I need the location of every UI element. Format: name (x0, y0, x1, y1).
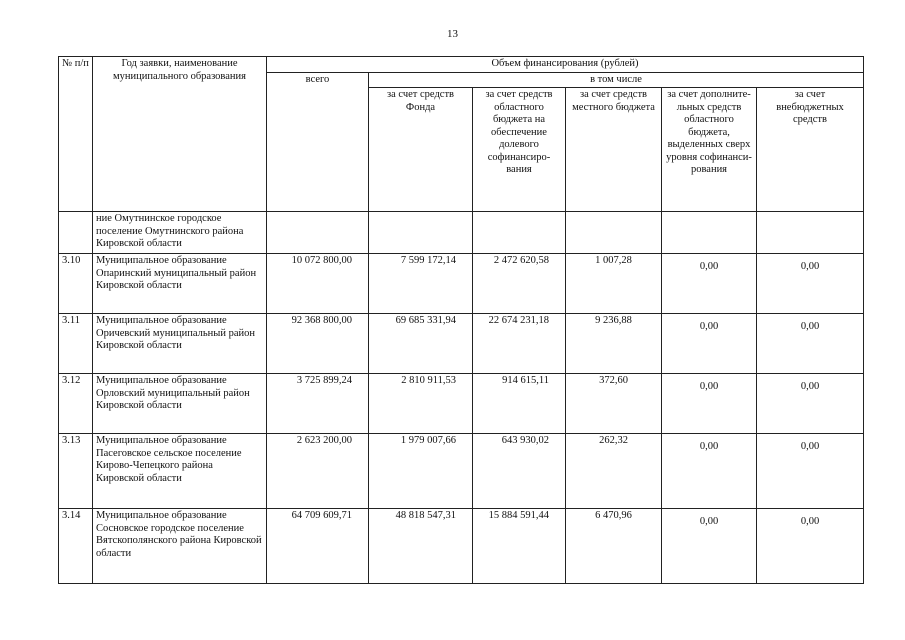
header-num: № п/п (59, 57, 93, 212)
cell-local: 6 470,96 (566, 509, 662, 584)
header-funding: Объем финансирования (рублей) (267, 57, 864, 73)
header-including: в том числе (369, 72, 864, 88)
cell-num: 3.14 (59, 509, 93, 584)
table-row (59, 374, 864, 434)
table-row (59, 509, 864, 584)
cell-num: 3.13 (59, 434, 93, 509)
cell-total: 10 072 800,00 (267, 254, 369, 314)
cell-regional: 643 930,02 (473, 434, 566, 509)
cell-total: 2 623 200,00 (267, 434, 369, 509)
cell-fund: 48 818 547,31 (369, 509, 473, 584)
cell-total: 64 709 609,71 (267, 509, 369, 584)
cell-fund: 69 685 331,94 (369, 314, 473, 374)
cell-name: Муниципальное образование Сосновское городское поселение Вятскополянского района Кировской области (93, 509, 267, 584)
funding-table (58, 56, 864, 584)
header-total: всего (267, 72, 369, 212)
cell-local: 262,32 (566, 434, 662, 509)
cell-name: Муниципальное образование Оричевский муниципальный район Кировской области (93, 314, 267, 374)
table-row (59, 254, 864, 314)
cell-regional: 15 884 591,44 (473, 509, 566, 584)
cell-additional: 0,00 (662, 509, 757, 584)
cell-regional: 914 615,11 (473, 374, 566, 434)
cell-total: 3 725 899,24 (267, 374, 369, 434)
cell-fund: 7 599 172,14 (369, 254, 473, 314)
cell-additional: 0,00 (662, 374, 757, 434)
cell-local: 1 007,28 (566, 254, 662, 314)
cell-name: Муниципальное образование Пасеговское сельское поселение Кирово-Чепецкого района Кировской области (93, 434, 267, 509)
cell-fund: 1 979 007,66 (369, 434, 473, 509)
header-additional: за счет дополните-льных средств областного бюджета, выделенных сверх уровня софинанси-рования (662, 88, 757, 212)
header-fund: за счет средств Фонда (369, 88, 473, 212)
cell-additional: 0,00 (662, 314, 757, 374)
cell-local: 9 236,88 (566, 314, 662, 374)
cell-additional: 0,00 (662, 254, 757, 314)
header-regional: за счет средств областного бюджета на обеспечение долевого софинансиро-вания (473, 88, 566, 212)
table-row-continuation (59, 212, 864, 254)
cell-extra: 0,00 (757, 434, 864, 509)
cell-total: 92 368 800,00 (267, 314, 369, 374)
table-row (59, 434, 864, 509)
header-local: за счет средств местного бюджета (566, 88, 662, 212)
header-extra: за счет внебюджетных средств (757, 88, 864, 212)
header-name: Год заявки, наименование муниципального образования (93, 57, 267, 212)
cell-name: Муниципальное образование Орловский муниципальный район Кировской области (93, 374, 267, 434)
cell-name: ние Омутнинское городское поселение Омутнинского района Кировской области (93, 212, 267, 254)
cell-regional: 22 674 231,18 (473, 314, 566, 374)
cell-additional: 0,00 (662, 434, 757, 509)
cell-local: 372,60 (566, 374, 662, 434)
cell-extra: 0,00 (757, 509, 864, 584)
page-number: 13 (447, 28, 458, 40)
table-row (59, 314, 864, 374)
cell-name: Муниципальное образование Опаринский муниципальный район Кировской области (93, 254, 267, 314)
cell-num (59, 212, 93, 254)
cell-extra: 0,00 (757, 254, 864, 314)
cell-num: 3.11 (59, 314, 93, 374)
cell-num: 3.12 (59, 374, 93, 434)
cell-regional: 2 472 620,58 (473, 254, 566, 314)
cell-extra: 0,00 (757, 374, 864, 434)
cell-fund: 2 810 911,53 (369, 374, 473, 434)
cell-extra: 0,00 (757, 314, 864, 374)
cell-num: 3.10 (59, 254, 93, 314)
